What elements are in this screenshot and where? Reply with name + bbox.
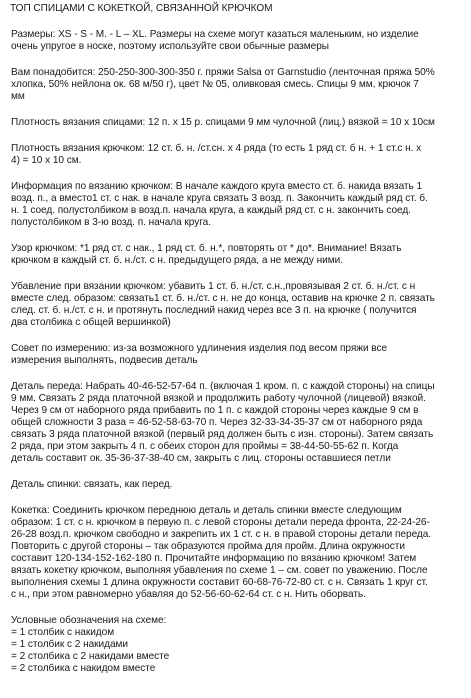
front-piece-paragraph-line: Через 9 см от наборного ряда прибавить по 1 п. с каждой стороны через каждые 9 см в <box>11 405 419 416</box>
page-title: ТОП СПИЦАМИ С КОКЕТКОЙ, СВЯЗАННОЙ КРЮЧКОМ <box>10 3 273 14</box>
gauge-crochet-paragraph-line: Плотность вязания крючком: 12 ст. б. н. /ст.сн. х 4 ряда (то есть 1 ряд ст. б н. + 1 ст.с н. х <box>11 143 422 154</box>
yoke-paragraph-line: Кокетка: Соединить крючком переднюю деталь и деталь спинки вместе следующим <box>11 505 402 516</box>
crochet-info-paragraph-line: н. 1 соед. полустолбиком в возд.п. начала круга, а каждый ряд ст. с н. закончить соед. <box>11 205 411 216</box>
front-piece-paragraph-line: 2 ряда, при этом закрыть 4 п. с обеих сторон для проймы = 38-44-50-55-62 п. Когда <box>11 441 399 452</box>
crochet-info-paragraph-line: полустолбиком в 3-ю возд. п. начала круга. <box>11 217 211 228</box>
materials-paragraph-line: хлопка, 50% нейлона ок. 68 м/50 г), цвет № 05, оливковая смесь. Спицы 9 мм, крючок 7 <box>11 79 419 90</box>
yoke-paragraph-line: составит 120-134-152-162-180 п. Прочитайте информацию по вязанию крючком! Затем <box>11 553 417 564</box>
measurement-advice-paragraph-line: Совет по измерению: из-за возможного удлинения изделия под весом пряжи все <box>11 343 388 354</box>
gauge-crochet-paragraph-line: 4) = 10 х 10 см. <box>11 155 82 166</box>
sizes-paragraph-line: Размеры: XS - S - M. - L – XL. Размеры на схеме могут казаться маленьким, но изделие <box>11 29 419 40</box>
front-piece-paragraph-line: общей сложности 3 раза = 46-52-58-63-70 п. Через 32-33-34-35-37 см от наборного ряда <box>11 417 423 428</box>
yoke-paragraph-line: 26-28 возд.п. крючком свободно и закрепить их 1 ст. с н. в правой стороны детали переда. <box>11 529 432 540</box>
yoke-paragraph-line: с н., при этом равномерно убавляя до 52-56-60-62-64 ст. с н. Нить оборвать. <box>11 589 366 600</box>
sizes-paragraph-line: очень упругое в носке, поэтому используйте свои обычные размеры <box>11 41 329 52</box>
back-piece-paragraph-line: Деталь спинки: связать, как перед. <box>11 479 173 490</box>
legend-paragraph-line: = 2 столбика с 2 накидами вместе <box>11 651 170 662</box>
legend-paragraph-line: = 1 столбик с 2 накидами <box>11 639 128 650</box>
legend-paragraph-line: = 2 столбика с накидом вместе <box>11 663 156 674</box>
yoke-paragraph-line: Повторить с другой стороны – так образуются пройма для пройм. Длина окружности <box>11 541 405 552</box>
yoke-paragraph-line: выполнения схемы 1 длина окружности составит 60-68-76-72-80 ст. с н. Связать 1 круг ст. <box>11 577 428 588</box>
legend-paragraph-line: = 1 столбик с накидом <box>11 627 115 638</box>
crochet-pattern-paragraph-line: Узор крючком: *1 ряд ст. с нак., 1 ряд ст. б. н.*, повторять от * до*. Внимание! Вязать <box>11 243 402 254</box>
gauge-knitting-paragraph-line: Плотность вязания спицами: 12 п. х 15 р. спицами 9 мм чулочной (лиц.) вязкой = 10 х 10см <box>11 117 435 128</box>
materials-paragraph-line: Вам понадобится: 250-250-300-300-350 г. пряжи Salsa от Garnstudio (ленточная пряжа 50% <box>11 67 435 78</box>
front-piece-paragraph-line: связать 3 ряда платочной вязкой (первый ряд должен быть с изн. стороны). Затем связать <box>11 429 434 440</box>
crochet-info-paragraph-line: Информация по вязанию крючком: В начале каждого круга вместо ст. б. накида вязать 1 <box>11 181 423 192</box>
measurement-advice-paragraph-line: измерения выполнять, подвесив деталь <box>11 355 198 366</box>
crochet-info-paragraph-line: возд. п., а вместо1 ст. с нак. в начале круга связать 3 возд. п. Закончить каждый ряд ст. б. <box>11 193 428 204</box>
crochet-pattern-paragraph-line: крючком в каждый ст. б. н./ст. с н. предыдущего ряда, а не между ними. <box>11 255 343 266</box>
yoke-paragraph-line: вязать кокетку крючком, выполняя убавления по схеме 1 – см. совет по уважению. После <box>11 565 428 576</box>
front-piece-paragraph-line: Деталь переда: Набрать 40-46-52-57-64 п. (включая 1 кром. п. с каждой стороны) на спицы <box>11 381 435 392</box>
legend-paragraph-line: Условные обозначения на схеме: <box>11 615 167 626</box>
materials-paragraph-line: мм <box>11 91 25 102</box>
decrease-paragraph-line: след. ст. б. н./ст. с н. и протянуть последний накид через все 3 п. на крючке ( получится <box>11 305 417 316</box>
decrease-paragraph-line: два столбика с общей вершинкой) <box>11 317 171 328</box>
decrease-paragraph-line: Убавление при вязании крючком: убавить 1 ст. б. н./ст. с.н.,провязывая 2 ст. б. н./ст. с н <box>11 281 416 292</box>
decrease-paragraph-line: вместе след. образом: связать1 ст. б. н./ст. с н. не до конца, оставив на крючке 2 п. связать <box>11 293 435 304</box>
front-piece-paragraph-line: 9 мм. Связать 2 ряда платочной вязкой и продолжить работу чулочной (лицевой) вязкой. <box>11 393 426 404</box>
front-piece-paragraph-line: деталь составит ок. 35-36-37-38-40 см, закрыть с лиц. стороны оставшиеся петли <box>11 453 391 464</box>
yoke-paragraph-line: образом: 1 ст. с н. крючком в первую п. с левой стороны детали переда фронта, 22-24-26- <box>11 517 430 528</box>
